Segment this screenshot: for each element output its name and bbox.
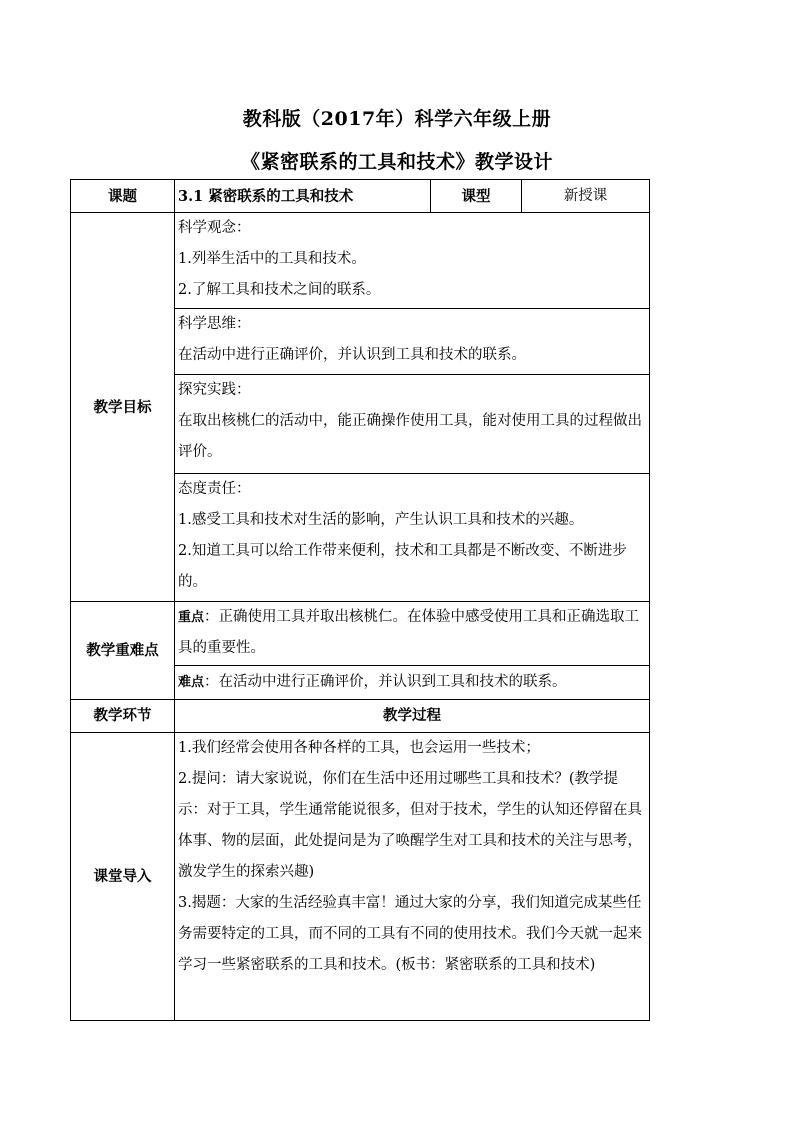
document-title: 教科版（2017年）科学六年级上册 xyxy=(242,108,552,130)
topic-label: 课题 xyxy=(71,180,175,213)
goal-practice-cell xyxy=(175,375,650,474)
intro-step: 3.揭题：大家的生活经验真丰富！通过大家的分享，我们知道完成某些任务需要特定的工具，而不同的工具有不同的使用技术。我们今天就一起来学习一些紧密联系的工具和技术。(板书：紧密联系的工具和技术) xyxy=(178,895,642,973)
keypoints-label: 教学重难点 xyxy=(71,602,175,700)
intro-step: 2.提问：请大家说说，你们在生活中还用过哪些工具和技术？(教学提示：对于工具，学生通常能说很多，但对于技术，学生的认知还停留在具体事、物的层面，此处提问是为了唤醒学生对工具和技术的关注与思考，激发学生的探索兴趣) xyxy=(178,771,642,880)
lesson-plan-table xyxy=(70,179,650,1021)
goal-practice-heading: 探究实践： xyxy=(178,382,251,398)
difficulty-cell xyxy=(175,666,650,700)
keypoint-focus-row xyxy=(71,602,650,666)
goal-attitude-cell xyxy=(175,474,650,602)
stage-header: 教学环节 xyxy=(71,700,175,733)
difficulty-label: 难点 xyxy=(178,675,205,690)
lesson-type-value: 新授课 xyxy=(522,180,650,213)
goal-attitude-item: 2.知道工具可以给工作带来便利，技术和工具都是不断改变、不断进步的。 xyxy=(178,543,627,590)
intro-step: 1.我们经常会使用各种各样的工具，也会运用一些技术； xyxy=(178,740,540,756)
intro-cell xyxy=(175,733,650,1021)
intro-row xyxy=(71,733,650,1021)
goal-attitude-heading: 态度责任： xyxy=(178,481,251,497)
goal-concept-cell xyxy=(175,213,650,309)
topic-row xyxy=(71,180,650,213)
focus-text: ：正确使用工具并取出核桃仁。在体验中感受使用工具和正确选取工具的重要性。 xyxy=(178,609,640,656)
goals-label: 教学目标 xyxy=(71,213,175,602)
goal-concept-item: 2.了解工具和技术之间的联系。 xyxy=(178,282,381,298)
difficulty-text: ：在活动中进行正确评价，并认识到工具和技术的联系。 xyxy=(204,674,567,690)
goal-concept-row xyxy=(71,213,650,309)
goal-thinking-cell xyxy=(175,309,650,375)
document-subtitle: 《紧密联系的工具和技术》教学设计 xyxy=(240,151,553,173)
process-header: 教学过程 xyxy=(175,700,650,733)
process-header-row xyxy=(71,700,650,733)
goal-thinking-heading: 科学思维： xyxy=(178,316,251,332)
focus-cell xyxy=(175,602,650,666)
goal-concept-item: 1.列举生活中的工具和技术。 xyxy=(178,251,366,267)
focus-label: 重点 xyxy=(178,610,205,625)
lesson-type-label: 课型 xyxy=(431,180,522,213)
goal-attitude-item: 1.感受工具和技术对生活的影响，产生认识工具和技术的兴趣。 xyxy=(178,512,584,528)
goal-concept-heading: 科学观念： xyxy=(178,220,251,236)
goal-practice-text: 在取出核桃仁的活动中，能正确操作使用工具，能对使用工具的过程做出评价。 xyxy=(178,413,642,460)
intro-label: 课堂导入 xyxy=(71,733,175,1021)
goal-thinking-text: 在活动中进行正确评价，并认识到工具和技术的联系。 xyxy=(178,347,526,363)
topic-value: 3.1 紧密联系的工具和技术 xyxy=(175,180,431,213)
